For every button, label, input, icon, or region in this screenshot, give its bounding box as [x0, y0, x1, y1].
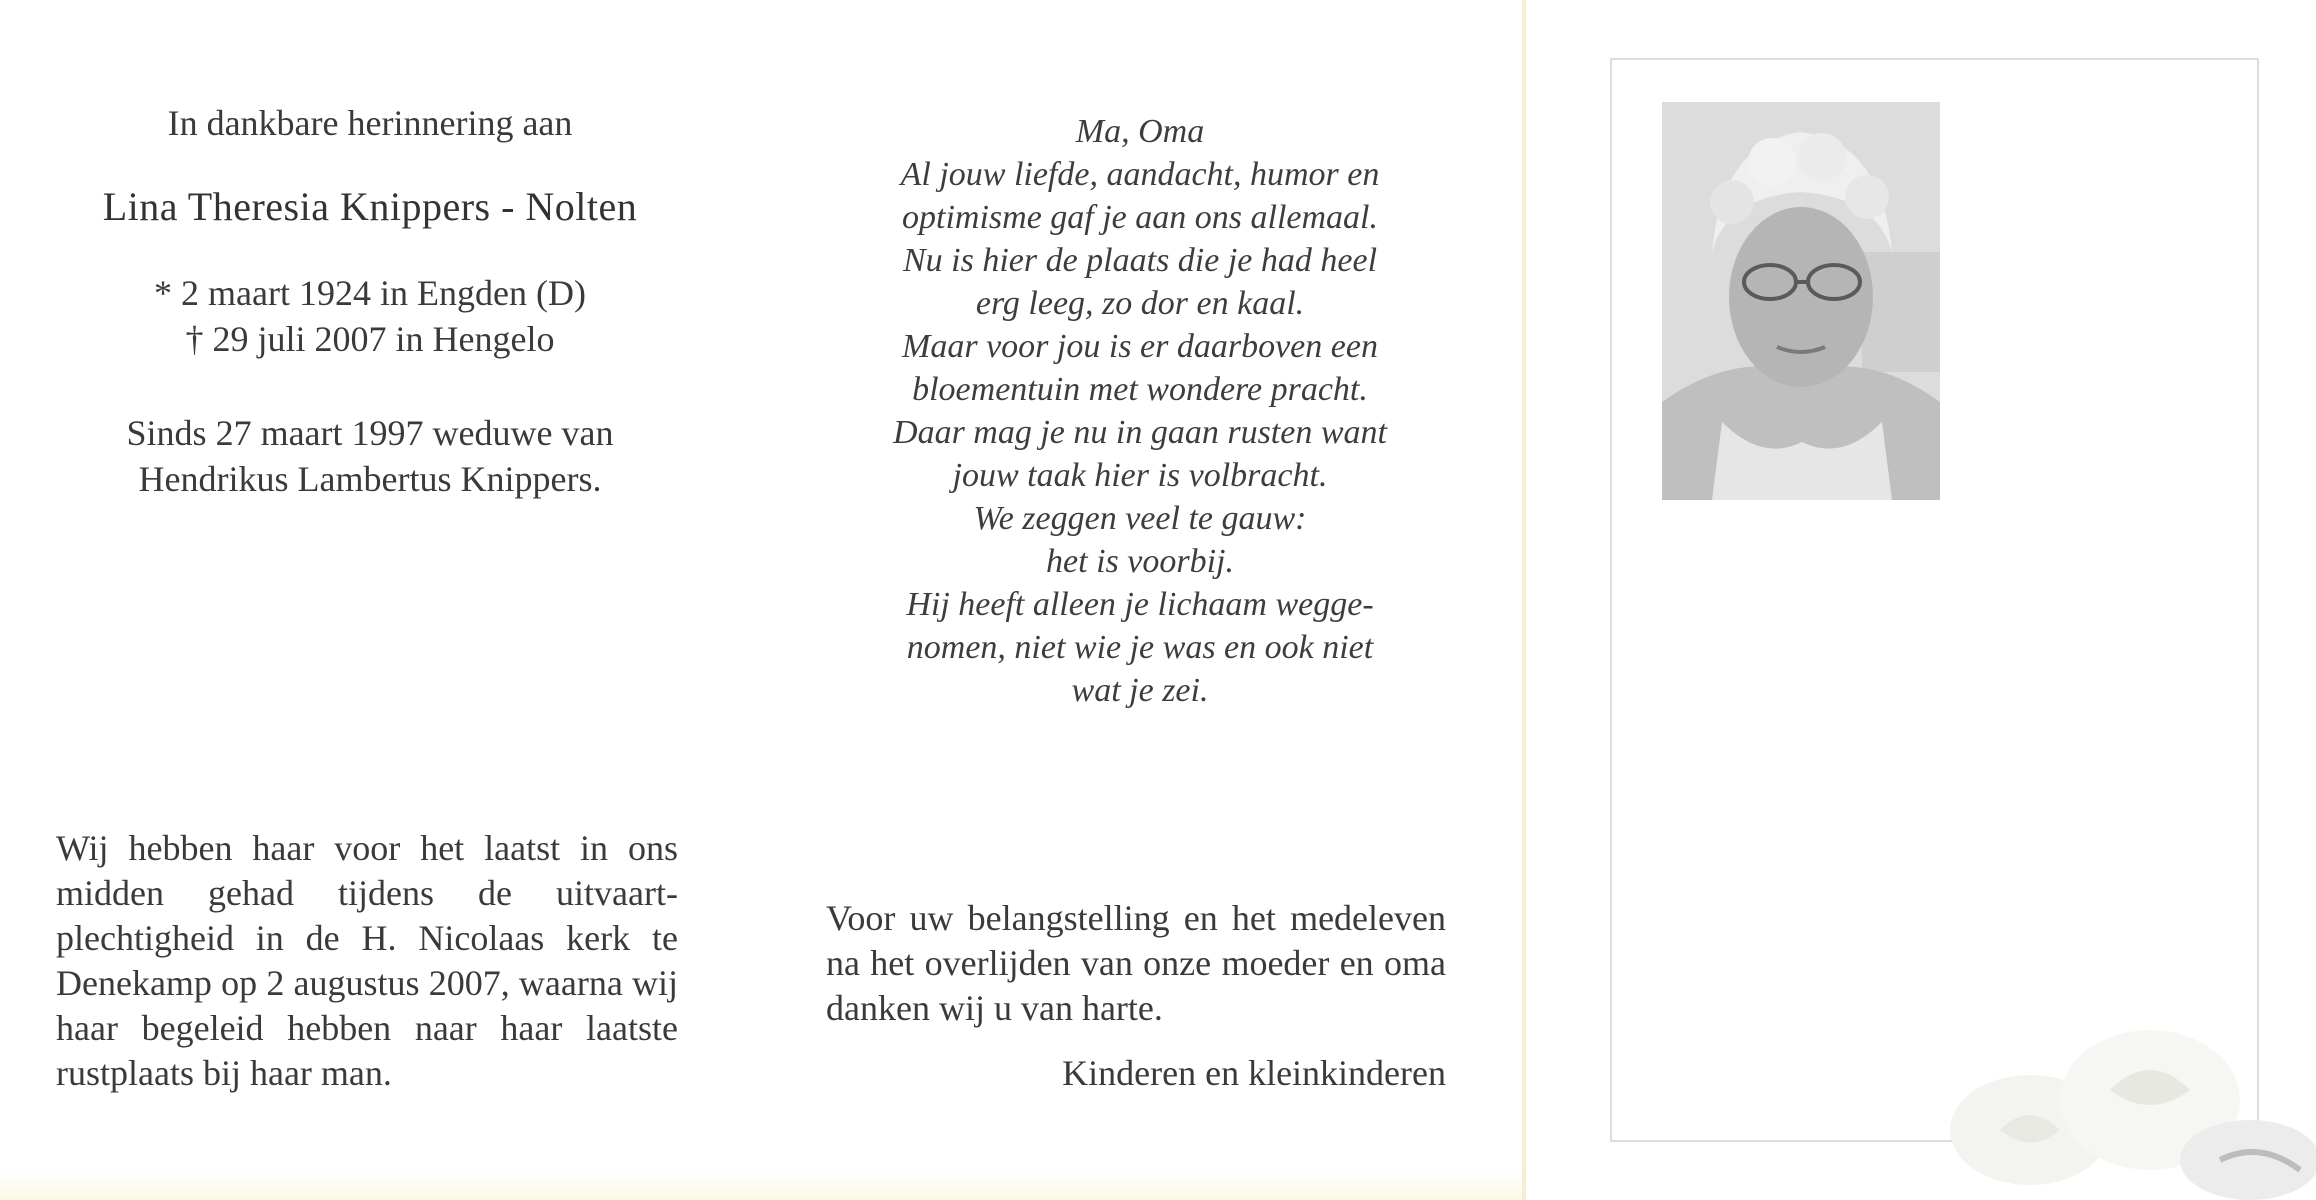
- poem-line: Maar voor jou is er daarboven een: [902, 328, 1378, 365]
- poem-line: bloementuin met wondere pracht.: [912, 371, 1368, 408]
- bottom-edge-strip: [0, 1170, 1522, 1200]
- portrait-photo: [1662, 102, 1940, 500]
- widow-line-2: Hendrikus Lambertus Knippers.: [138, 459, 602, 499]
- poem-line: We zeggen veel te gauw:: [973, 500, 1307, 537]
- poem-line: het is voorbij.: [1046, 543, 1234, 580]
- widow-line-1: Sinds 27 maart 1997 weduwe van: [126, 413, 614, 453]
- dedication-heading: In dankbare herinnering aan: [167, 103, 573, 143]
- poem-block: [830, 110, 1450, 712]
- portrait-illustration: [1662, 102, 1940, 500]
- poem-line: Daar mag je nu in gaan rusten want: [893, 414, 1387, 451]
- poem-line: Al jouw liefde, aandacht, humor en: [900, 156, 1380, 193]
- widow-block: [60, 410, 680, 502]
- poem-line: wat je zei.: [1071, 672, 1209, 709]
- signature: Kinderen en kleinkinderen: [1062, 1053, 1446, 1093]
- poem-title: Ma, Oma: [1075, 113, 1205, 150]
- card-fold-line: [1522, 0, 1526, 1200]
- thanks-paragraph: Voor uw belangstelling en het medeleven na het overlijden van onze moeder en oma danken wij u van harte.: [826, 898, 1446, 1028]
- poem-line: Hij heeft alleen je lichaam wegge-: [906, 586, 1374, 623]
- birth-line: * 2 maart 1924 in Engden (D): [154, 273, 586, 313]
- dates-block: [60, 270, 680, 362]
- white-roses-decoration: [1920, 990, 2316, 1200]
- poem-line: Nu is hier de plaats die je had heel: [902, 242, 1378, 279]
- funeral-paragraph: Wij hebben haar voor het laatst in ons midden gehad tijdens de uitvaart-plechtigheid in de H. Nicolaas kerk te Denekamp op 2 augustus 2007, waarna wij haar begeleid hebben naar haar laatste rustplaats bij haar man.: [56, 828, 678, 1093]
- poem-line: jouw taak hier is volbracht.: [952, 457, 1328, 494]
- death-line: † 29 juli 2007 in Hengelo: [185, 319, 555, 359]
- thanks-block: [826, 896, 1446, 1096]
- poem-line: erg leeg, zo dor en kaal.: [975, 285, 1305, 322]
- poem-line: nomen, niet wie je was en ook niet: [906, 629, 1374, 666]
- poem-line: optimisme gaf je aan ons allemaal.: [902, 199, 1378, 236]
- dedication-block: [60, 100, 680, 502]
- deceased-name: Lina Theresia Knippers - Nolten: [102, 184, 638, 229]
